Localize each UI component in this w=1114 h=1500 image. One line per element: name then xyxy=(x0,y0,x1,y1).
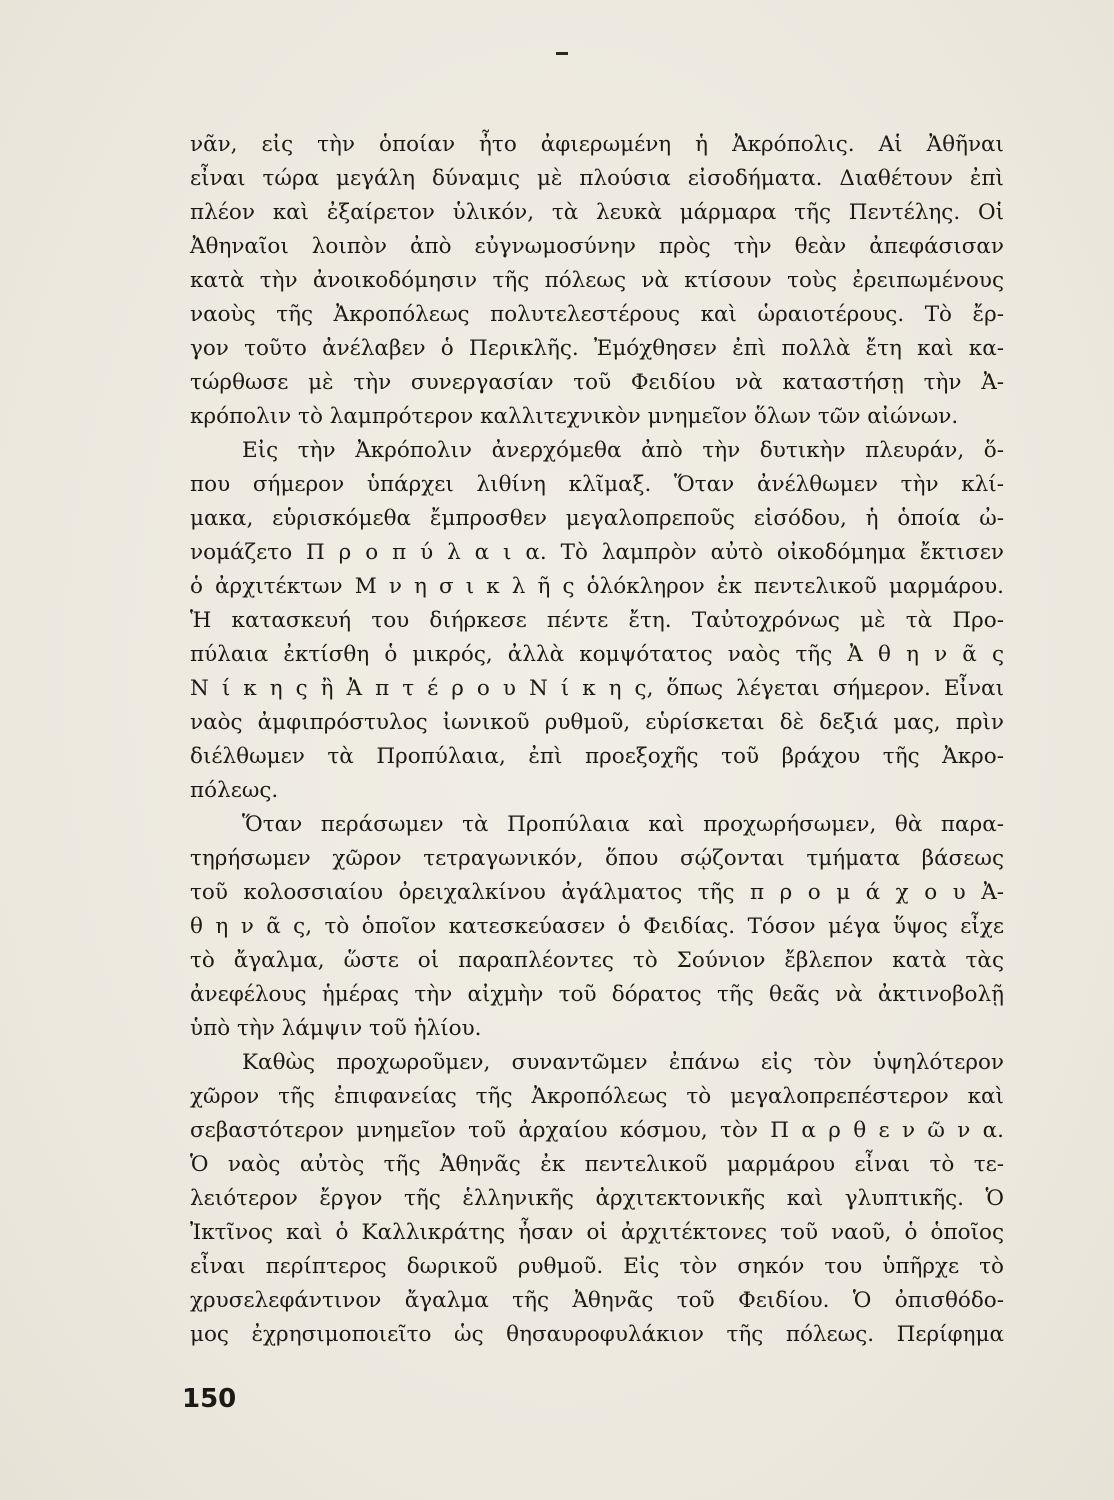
text-line: Ὁ ναὸς αὐτὸς τῆς Ἀθηνᾶς ἐκ πεντελικοῦ μαρμάρου εἶναι τὸ τε- xyxy=(190,1152,1004,1177)
text-line: εἶναι τώρα μεγάλη δύναμις μὲ πλούσια εἰσοδήματα. Διαθέτουν ἐπὶ xyxy=(190,166,1004,191)
body-text xyxy=(190,128,1004,1352)
text-line: διέλθωμεν τὰ Προπύλαια, ἐπὶ προεξοχῆς τοῦ βράχου τῆς Ἀκρο- xyxy=(190,744,1004,769)
text-line: λειότερον ἔργον τῆς ἑλληνικῆς ἀρχιτεκτονικῆς καὶ γλυπτικῆς. Ὁ xyxy=(190,1186,1004,1211)
text-line: πύλαια ἐκτίσθη ὁ μικρός, ἀλλὰ κομψότατος ναὸς τῆς Ἀ θ η ν ᾶ ς xyxy=(190,642,1004,667)
text-line: ὑπὸ τὴν λάμψιν τοῦ ἡλίου. xyxy=(190,1016,482,1041)
text-line: θ η ν ᾶ ς, τὸ ὁποῖον κατεσκεύασεν ὁ Φειδίας. Τόσον μέγα ὕψος εἶχε xyxy=(190,914,1004,939)
text-line: Ἀθηναῖοι λοιπὸν ἀπὸ εὐγνωμοσύνην πρὸς τὴν θεὰν ἀπεφάσισαν xyxy=(190,234,1004,259)
text-line: τώρθωσε μὲ τὴν συνεργασίαν τοῦ Φειδίου νὰ καταστήσῃ τὴν Ἀ- xyxy=(190,370,1004,395)
text-line: σεβαστότερον μνημεῖον τοῦ ἀρχαίου κόσμου, τὸν Π α ρ θ ε ν ῶ ν α. xyxy=(190,1118,1004,1143)
text-line: ὁ ἀρχιτέκτων Μ ν η σ ι κ λ ῆ ς ὁλόκληρον ἐκ πεντελικοῦ μαρμάρου. xyxy=(190,574,1004,599)
text-line: τηρήσωμεν χῶρον τετραγωνικόν, ὅπου σῴζονται τμήματα βάσεως xyxy=(190,846,1004,871)
text-line: γον τοῦτο ἀνέλαβεν ὁ Περικλῆς. Ἐμόχθησεν ἐπὶ πολλὰ ἔτη καὶ κα- xyxy=(190,336,1004,361)
text-line: εἶναι περίπτερος δωρικοῦ ρυθμοῦ. Εἰς τὸν σηκόν του ὑπῆρχε τὸ xyxy=(190,1254,1004,1279)
text-line: νᾶν, εἰς τὴν ὁποίαν ἦτο ἀφιερωμένη ἡ Ἀκρόπολις. Αἱ Ἀθῆναι xyxy=(190,132,1004,157)
text-line: χῶρον τῆς ἐπιφανείας τῆς Ἀκροπόλεως τὸ μεγαλοπρεπέστερον καὶ xyxy=(190,1084,1004,1109)
text-line: τὸ ἄγαλμα, ὥστε οἱ παραπλέοντες τὸ Σούνιον ἔβλεπον κατὰ τὰς xyxy=(190,948,1004,973)
paragraph-start-line: Εἰς τὴν Ἀκρόπολιν ἀνερχόμεθα ἀπὸ τὴν δυτικὴν πλευράν, ὅ- xyxy=(242,438,1004,463)
text-line: Ν ί κ η ς ἢ Ἀ π τ έ ρ ο υ Ν ί κ η ς, ὅπως λέγεται σήμερον. Εἶναι xyxy=(190,676,1004,701)
paragraph-start-line: Ὅταν περάσωμεν τὰ Προπύλαια καὶ προχωρήσωμεν, θὰ παρα- xyxy=(242,812,1004,837)
text-line: κατὰ τὴν ἀνοικοδόμησιν τῆς πόλεως νὰ κτίσουν τοὺς ἐρειπωμένους xyxy=(190,268,1004,293)
text-line: τοῦ κολοσσιαίου ὀρειχαλκίνου ἀγάλματος τῆς π ρ ο μ ά χ ο υ Ἀ- xyxy=(190,880,1004,905)
page-number: 150 xyxy=(182,1384,237,1414)
text-line: ναὸς ἀμφιπρόστυλος ἰωνικοῦ ρυθμοῦ, εὑρίσκεται δὲ δεξιά μας, πρὶν xyxy=(190,710,1004,735)
text-line: νομάζετο Π ρ ο π ύ λ α ι α. Τὸ λαμπρὸν αὐτὸ οἰκοδόμημα ἔκτισεν xyxy=(190,540,1004,565)
text-line: πλέον καὶ ἐξαίρετον ὑλικόν, τὰ λευκὰ μάρμαρα τῆς Πεντέλης. Οἱ xyxy=(190,200,1004,225)
text-line: που σήμερον ὑπάρχει λιθίνη κλῖμαξ. Ὅταν ἀνέλθωμεν τὴν κλί- xyxy=(190,472,1004,497)
text-line: ἀνεφέλους ἡμέρας τὴν αἰχμὴν τοῦ δόρατος τῆς θεᾶς νὰ ἀκτινοβολῇ xyxy=(190,982,1004,1007)
top-ink-mark xyxy=(556,52,568,55)
text-line: πόλεως. xyxy=(190,778,279,803)
text-line: Ἡ κατασκευή του διήρκεσε πέντε ἔτη. Ταὐτοχρόνως μὲ τὰ Προ- xyxy=(190,608,1004,633)
text-line: Ἰκτῖνος καὶ ὁ Καλλικράτης ἦσαν οἱ ἀρχιτέκτονες τοῦ ναοῦ, ὁ ὁποῖος xyxy=(190,1220,1004,1245)
text-line: κρόπολιν τὸ λαμπρότερον καλλιτεχνικὸν μνημεῖον ὅλων τῶν αἰώνων. xyxy=(190,404,959,429)
text-line: χρυσελεφάντινον ἄγαλμα τῆς Ἀθηνᾶς τοῦ Φειδίου. Ὁ ὀπισθόδο- xyxy=(190,1288,1004,1313)
text-line: ναοὺς τῆς Ἀκροπόλεως πολυτελεστέρους καὶ ὡραιοτέρους. Τὸ ἔρ- xyxy=(190,302,1004,327)
text-line: μακα, εὑρισκόμεθα ἔμπροσθεν μεγαλοπρεποῦς εἰσόδου, ἡ ὁποία ὠ- xyxy=(190,506,1004,531)
paragraph-start-line: Καθὼς προχωροῦμεν, συναντῶμεν ἐπάνω εἰς τὸν ὑψηλότερον xyxy=(242,1050,1004,1075)
text-line: μος ἐχρησιμοποιεῖτο ὡς θησαυροφυλάκιον τῆς πόλεως. Περίφημα xyxy=(190,1322,1004,1347)
